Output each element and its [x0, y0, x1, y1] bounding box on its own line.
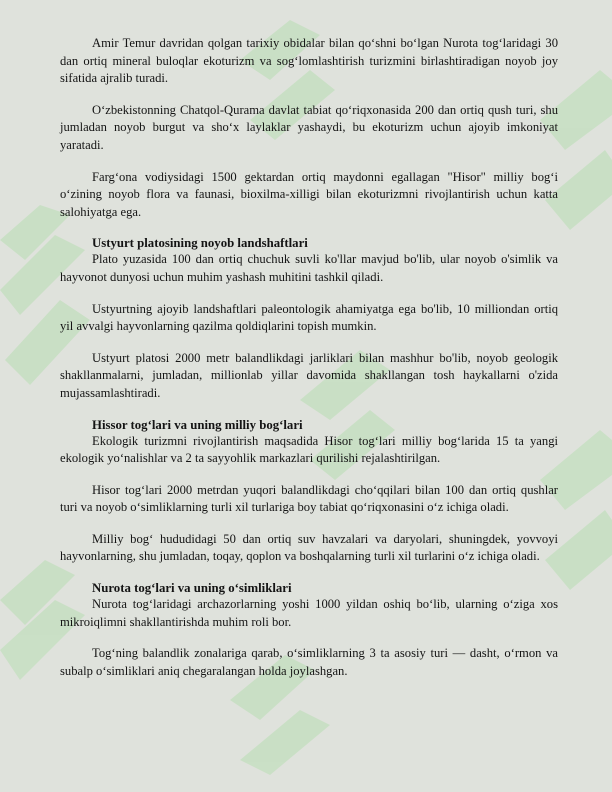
paragraph: Plato yuzasida 100 dan ortiq chuchuk suvli ko'llar mavjud bo'lib, ular noyob o'simlik va hayvonot dunyosi uchun muhim yashash muhitini tashkil qiladi.	[60, 252, 558, 284]
paragraph: Ustyurt platosi 2000 metr balandlikdagi jarliklari bilan mashhur bo'lib, noyob geologik shakllanmalarni, jumladan, millionlab yillar davomida shakllangan tosh haykallarni o'zida mujassamlashtiradi.	[60, 350, 558, 400]
paragraph: Amir Temur davridan qolgan tarixiy obidalar bilan qo‘shni bo‘lgan Nurota tog‘laridagi 30 dan ortiq mineral buloqlar ekoturizm va sog‘lomlashtirish turizmini birlashtiradigan noyob joy sifatida ajralib turadi.	[60, 36, 558, 86]
paragraph: O‘zbekistonning Chatqol-Qurama davlat tabiat qo‘riqxonasida 200 dan ortiq qush turi, shu jumladan noyob burgut va sho‘x laylaklar yashaydi, bu ekoturizm uchun ajoyib imkoniyat yaratadi.	[60, 102, 558, 152]
paragraph: Ustyurtning ajoyib landshaftlari paleontologik ahamiyatga ega bo'lib, 10 milliondan ortiq yil avvalgi hayvonlarning qazilma qoldiqlarini topish mumkin.	[60, 301, 558, 334]
paragraph: Farg‘ona vodiysidagi 1500 gektardan ortiq maydonni egallagan "Hisor" milliy bog‘i o‘zining noyob flora va faunasi, bioxilma-xilligi bilan ekoturizmni rivojlantirish uchun katta salohiyatga ega.	[60, 169, 558, 219]
paragraph: Nurota tog‘laridagi archazorlarning yoshi 1000 yildan oshiq bo‘lib, ularning o‘ziga xos mikroiqlimni shakllantirishda muhim roli bor.	[60, 597, 558, 629]
document-body	[60, 35, 558, 694]
section-heading: Nurota tog‘lari va uning o‘simliklari	[92, 581, 292, 596]
paragraph: Ekologik turizmni rivojlantirish maqsadida Hisor tog‘lari milliy bog‘larida 15 ta yangi ekologik yo‘nalishlar va 2 ta sayyohlik markazlari qurilishi rejalashtirilgan.	[60, 433, 558, 466]
paragraph: Hisor tog‘lari 2000 metrdan yuqori balandlikdagi cho‘qqilari bilan 100 dan ortiq qushlar turi va noyob o‘simliklarning turli xil turlariga boy tabiat qo‘riqxonasini o‘z ichiga oladi.	[60, 482, 558, 515]
paragraph: Milliy bog‘ hududidagi 50 dan ortiq suv havzalari va daryolari, shuningdek, yovvoyi hayvonlarning, shu jumladan, toqay, qoplon va boshqalarning turli xil turlarini o‘z ichiga oladi.	[60, 531, 558, 564]
section-heading: Ustyurt platosining noyob landshaftlari	[92, 236, 308, 251]
paragraph: Tog‘ning balandlik zonalariga qarab, o‘simliklarning 3 ta asosiy turi — dasht, o‘rmon va subalp o‘simliklari aniq chegaralangan holda joylashgan.	[60, 646, 558, 678]
section-heading: Hissor tog‘lari va uning milliy bog‘lari	[92, 417, 303, 432]
